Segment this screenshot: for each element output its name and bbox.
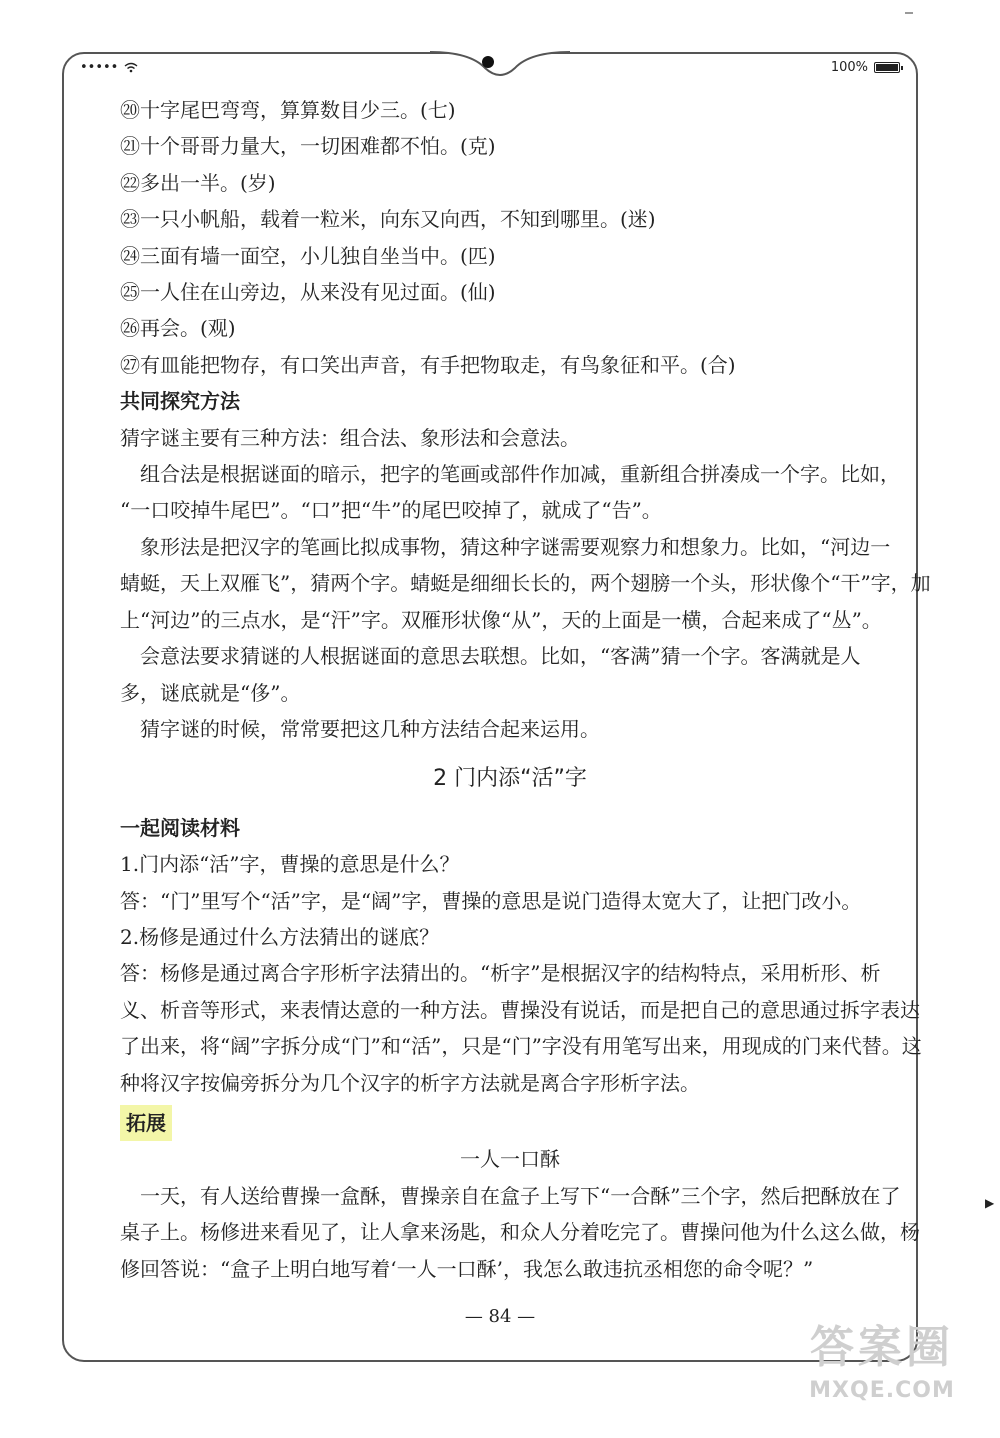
riddle-line: ㉔三面有墙一面空，小儿独自坐当中。(匹) (120, 243, 496, 268)
section-title: 共同探究方法 (120, 389, 240, 414)
expand-label: 拓展 (120, 1105, 172, 1141)
story-line: 修回答说：“盒子上明白地写着‘一人一口酥’，我怎么敢违抗丞相您的命令呢？” (120, 1256, 814, 1281)
story-line: 桌子上。杨修进来看见了，让人拿来汤匙，和众人分着吃完了。曹操问他为什么这么做，杨 (120, 1220, 920, 1245)
qa-line: 种将汉字按偏旁拆分为几个汉字的析字方法就是离合字形析字法。 (120, 1070, 700, 1095)
page-edge-arrow-icon: ▶ (985, 1196, 995, 1210)
paragraph-line: 猜字谜主要有三种方法：组合法、象形法和会意法。 (120, 425, 580, 450)
riddle-line: ㉑十个哥哥力量大，一切困难都不怕。(克) (120, 134, 496, 159)
paragraph-line: 猜字谜的时候，常常要把这几种方法结合起来运用。 (120, 716, 600, 741)
paragraph-line: 上“河边”的三点水，是“汗”字。双雁形状像“从”，天的上面是一横，合起来成了“丛”。 (120, 607, 882, 632)
riddle-line: ㉓一只小帆船，载着一粒米，向东又向西，不知到哪里。(迷) (120, 207, 656, 232)
story-title: 一人一口酥 (460, 1147, 560, 1172)
riddle-line: ㉒多出一半。(岁) (120, 170, 276, 195)
paragraph-line: 会意法要求猜谜的人根据谜面的意思去联想。比如，“客满”猜一个字。客满就是人 (120, 644, 861, 669)
qa-line: 了出来，将“阔”字拆分成“门”和“活”，只是“门”字没有用笔写出来，用现成的门来代替。这 (120, 1034, 922, 1059)
paragraph-line: 象形法是把汉字的笔画比拟成事物，猜这种字谜需要观察力和想象力。比如，“河边一 (120, 534, 891, 559)
qa-line: 答：杨修是通过离合字形析字法猜出的。“析字”是根据汉字的结构特点，采用析形、析 (120, 961, 881, 986)
qa-line: 义、析音等形式，来表情达意的一种方法。曹操没有说话，而是把自己的意思通过拆字表达 (120, 997, 920, 1022)
qa-line: 1.门内添“活”字，曹操的意思是什么？ (120, 852, 460, 877)
riddle-line: ㉗有皿能把物存，有口笑出声音，有手把物取走，有鸟象征和平。(合) (120, 352, 736, 377)
paragraph-line: 多，谜底就是“侈”。 (120, 680, 301, 705)
story-line: 一天，有人送给曹操一盒酥，曹操亲自在盒子上写下“一合酥”三个字，然后把酥放在了 (120, 1183, 901, 1208)
paragraph-line: “一口咬掉牛尾巴”。“口”把“牛”的尾巴咬掉了，就成了“告”。 (120, 498, 662, 523)
signal-icon: ••••• (80, 60, 119, 75)
qa-line: 答：“门”里写个“活”字，是“阔”字，曹操的意思是说门造得太宽大了，让把门改小。 (120, 888, 862, 913)
wifi-icon (124, 62, 138, 73)
section-heading: 2 门内添“活”字 (433, 766, 587, 792)
page-number: — 84 — (464, 1306, 536, 1327)
watermark-logo (782, 1318, 982, 1428)
battery-icon (874, 62, 900, 73)
section-subtitle: 一起阅读材料 (120, 815, 240, 840)
watermark-text: 答案圈 (810, 1322, 954, 1373)
riddle-line: ㉖再会。(观) (120, 316, 236, 341)
page-content (120, 92, 931, 1287)
watermark-url: MXQE.COM (809, 1378, 955, 1403)
status-bar (80, 60, 900, 80)
battery-percent: 100% (830, 60, 868, 75)
paragraph-line: 蜻蜓，天上双雁飞”，猜两个字。蜻蜓是细细长长的，两个翅膀一个头，形状像个“干”字，加 (120, 571, 931, 596)
riddle-line: ⑳十字尾巴弯弯，算算数目少三。(七) (120, 98, 456, 122)
scan-mark (905, 12, 913, 14)
riddle-line: ㉕一人住在山旁边，从来没有见过面。(仙) (120, 280, 496, 305)
qa-line: 2.杨修是通过什么方法猜出的谜底？ (120, 924, 440, 949)
paragraph-line: 组合法是根据谜面的暗示，把字的笔画或部件作加减，重新组合拼凑成一个字。比如， (120, 462, 900, 487)
